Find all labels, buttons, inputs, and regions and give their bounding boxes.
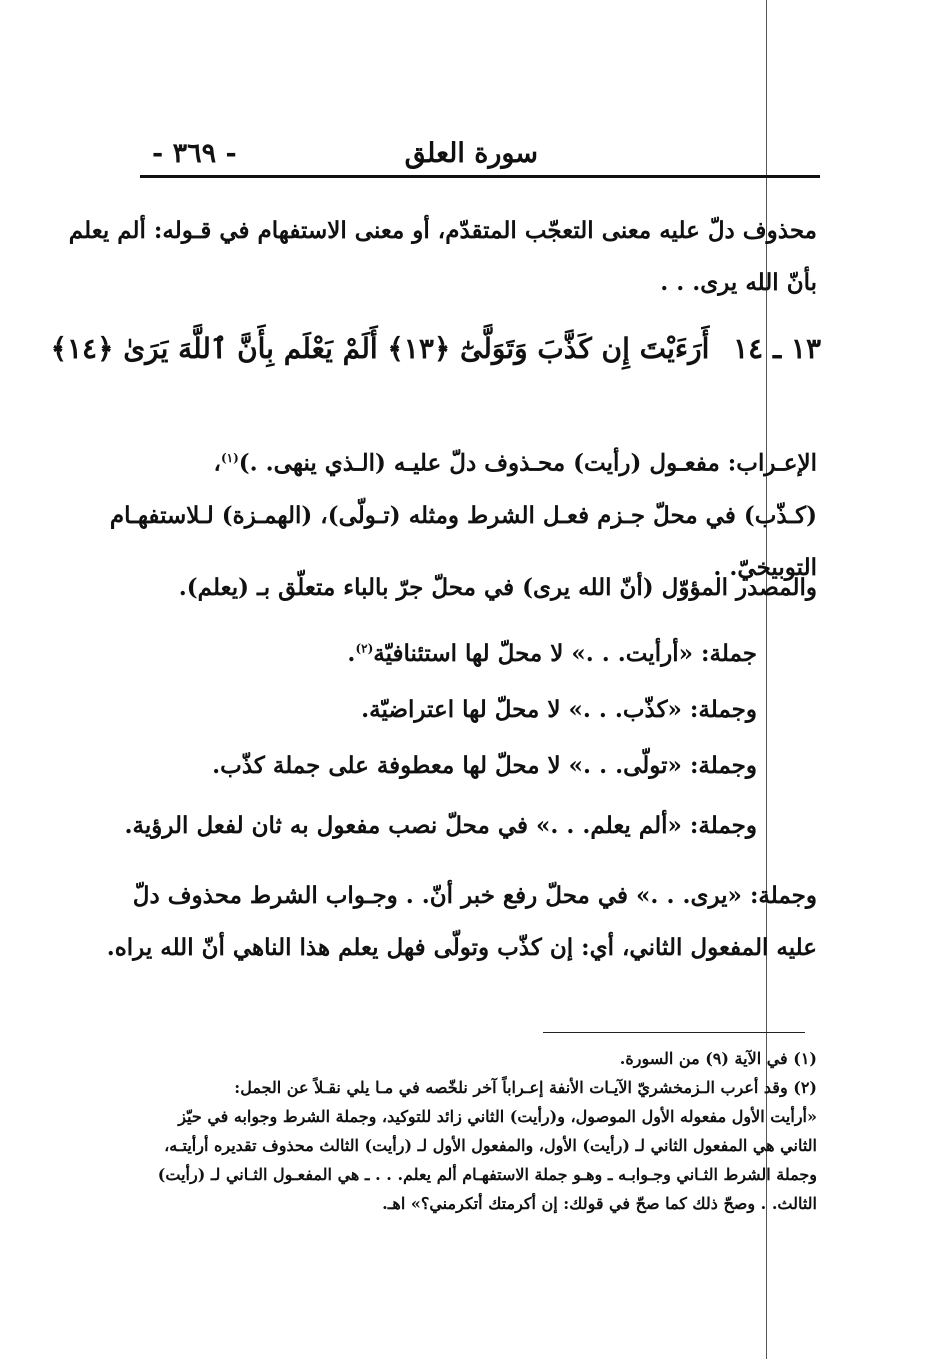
- irab-line-1-text: مفعـول (رأيت) محـذوف دلّ عليـه (الـذي ينهى. .): [238, 449, 720, 477]
- page-number: - ٣٦٩ -: [152, 138, 237, 169]
- quran-verse: [50, 332, 821, 365]
- sentence-2: وجملة: «كذّب. . .» لا محلّ لها اعتراضيّة.: [361, 696, 757, 723]
- surah-title: سورة العلق: [404, 138, 538, 169]
- footnote-ref-2: (٢): [355, 641, 374, 656]
- verse-number: ١٣ ـ ١٤: [733, 332, 821, 365]
- footnote-2-line-4: وجملة الشرط الثـاني وجـوابـه ـ وهـو جملة الاستفهـام ألم يعلم. . . ـ هي المفعـول الثـاني لـ (رأيت): [157, 1165, 817, 1184]
- footnote-2-line-5: الثالث. . وصحّ ذلك كما صحّ في قولك: إن أكرمتك أتكرمني؟» اهـ.: [382, 1194, 817, 1213]
- footnote-2-line-1: (٢) وقد أعرب الـزمخشريّ الآيـات الأنفة إعـراباً آخر نلخّصه في مـا يلي نقـلاً عن الجمل:: [234, 1078, 817, 1097]
- footnote-1: (١) في الآية (٩) من السورة.: [619, 1049, 817, 1068]
- footnote-divider: [543, 1032, 805, 1033]
- sentence-5-line-1: وجملة: «يرى. . .» في محلّ رفع خبر أنّ. . وجـواب الشرط محذوف دلّ: [132, 882, 817, 909]
- intro-line-1: محذوف دلّ عليه معنى التعجّب المتقدّم، أو معنى الاستفهام في قـوله: ألم يعلم: [68, 217, 817, 244]
- irab-heading: الإعـراب:: [727, 449, 817, 477]
- irab-line-1-tail: ،: [213, 449, 221, 477]
- footnote-2-line-2: «أرأيت الأول مفعوله الأول الموصول، و(رأيت) الثاني زائد للتوكيد، وجملة الشرط وجوابه في حيّز: [178, 1107, 817, 1126]
- irab-line-3: التوبيخيّ. .: [713, 553, 817, 581]
- footnotes: [127, 1044, 817, 1218]
- sentence-3: وجملة: «تولّى. . .» لا محلّ لها معطوفة على جملة كذّب.: [212, 752, 757, 779]
- sentence-5-line-2: عليه المفعول الثاني، أي: إن كذّب وتولّى فهل يعلم هذا الناهي أنّ الله يراه.: [106, 934, 817, 961]
- irab-line-1: [137, 432, 817, 490]
- verse-text: أَرَءَيْتَ إِن كَذَّبَ وَتَوَلَّىٰٓ ﴿١٣﴾ أَلَمْ يَعْلَم بِأَنَّ ٱللَّهَ يَرَىٰ ﴿١٤﴾: [50, 332, 710, 365]
- sentence-5: [106, 870, 817, 974]
- intro-paragraph: [68, 205, 817, 309]
- footnote-ref-1: (١): [220, 451, 239, 465]
- header-divider: [140, 175, 820, 178]
- intro-line-2: بأنّ الله يرى. . .: [660, 269, 817, 296]
- footnote-2-line-3: الثاني هي المفعول الثاني لـ (رأيت) الأول، والمفعول الأول لـ (رأيت) الثالث محذوف تقديره أرأيتـه،: [164, 1136, 817, 1155]
- irab-line-2: (كـذّب) في محلّ جـزم فعـل الشرط ومثله (تـولّى)، (الهمـزة) لـلاستفهـام: [109, 501, 817, 529]
- sentence-4: وجملة: «ألم يعلم. . .» في محلّ نصب مفعول به ثان لفعل الرؤية.: [124, 812, 757, 839]
- sentence-1: [347, 640, 757, 667]
- masdar-line: والمصدر المؤوّل (أنّ الله يرى) في محلّ جرّ بالباء متعلّق بـ (يعلم).: [178, 574, 817, 601]
- sentence-1-tail: .: [347, 640, 356, 667]
- sentence-1-text: جملة: «أرأيت. . .» لا محلّ لها استئنافيّة: [373, 640, 757, 667]
